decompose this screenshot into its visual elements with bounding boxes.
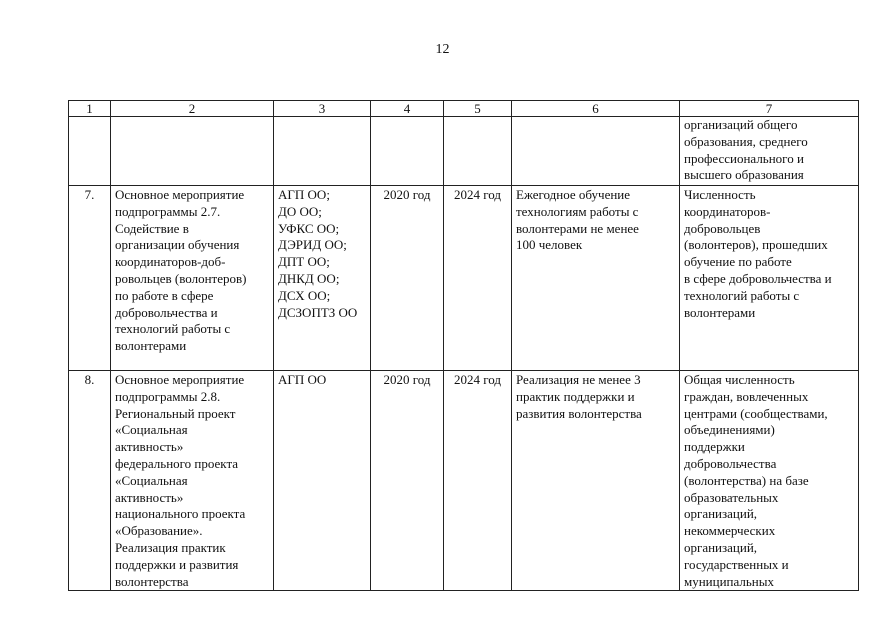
cell-line: поддержки <box>684 439 745 455</box>
cell-line: развития волонтерства <box>516 405 642 421</box>
cell-line: Содействие в <box>115 220 189 236</box>
cell-end-year: 2024 год <box>444 186 512 371</box>
table-row <box>69 186 859 371</box>
cell-line: Региональный проект <box>115 405 236 421</box>
cell-line: организаций, <box>684 539 758 555</box>
cell-line: ДО ОО; <box>278 203 322 219</box>
cell-line: Ежегодное обучение <box>516 187 631 202</box>
cell-indicator <box>680 117 859 186</box>
cell-result <box>512 186 680 371</box>
cell-line: организаций общего <box>684 117 798 132</box>
cell-start-year: 2020 год <box>371 371 444 591</box>
cell-start-year: 2020 год <box>371 186 444 371</box>
cell-line: ровольцев (волонтеров) <box>115 270 247 286</box>
header-row <box>69 101 859 117</box>
cell-line: некоммерческих <box>684 523 776 539</box>
cell-line: Реализация не менее 3 <box>516 372 641 387</box>
cell-line: добровольчества и <box>115 304 218 320</box>
cell-empty <box>512 117 680 186</box>
cell-line: ДЭРИД ОО; <box>278 237 347 253</box>
cell-line: технологий работы с <box>115 321 231 337</box>
header-col-2: 2 <box>111 101 274 117</box>
cell-event <box>111 186 274 371</box>
cell-line: по работе в сфере <box>115 287 214 303</box>
cell-end-year: 2024 год <box>444 371 512 591</box>
table-row-continuation <box>69 117 859 186</box>
cell-line: высшего образования <box>684 167 804 183</box>
cell-line: добровольцев <box>684 220 761 236</box>
page-number: 12 <box>435 42 450 57</box>
cell-empty <box>444 117 512 186</box>
cell-line: ДСЗОПТЗ ОО <box>278 304 358 320</box>
cell-line: волонтерами не менее <box>516 220 639 236</box>
cell-line: координаторов- <box>684 203 771 219</box>
cell-line: (волонтеров), прошедших <box>684 237 828 253</box>
header-col-3: 3 <box>274 101 371 117</box>
cell-line: государственных и <box>684 556 789 572</box>
cell-line: Численность <box>684 187 756 202</box>
cell-line: граждан, вовлеченных <box>684 388 809 404</box>
cell-indicator <box>680 371 859 591</box>
cell-executors <box>274 186 371 371</box>
cell-row-number: 7. <box>69 186 111 371</box>
cell-line: обучение по работе <box>684 254 792 270</box>
header-col-7: 7 <box>680 101 859 117</box>
cell-line: ДНКД ОО; <box>278 270 340 286</box>
cell-empty <box>111 117 274 186</box>
cell-empty <box>274 117 371 186</box>
cell-line: объединениями) <box>684 422 775 438</box>
cell-line: организации обучения <box>115 237 240 253</box>
cell-line: подпрограммы 2.7. <box>115 203 221 219</box>
cell-line: добровольчества <box>684 455 777 471</box>
cell-empty <box>69 117 111 186</box>
cell-indicator <box>680 186 859 371</box>
cell-executors <box>274 371 371 591</box>
cell-line: Реализация практик <box>115 539 226 555</box>
cell-line: волонтерами <box>684 304 756 320</box>
cell-line: муниципальных <box>684 573 775 589</box>
cell-line: подпрограммы 2.8. <box>115 388 221 404</box>
cell-line: практик поддержки и <box>516 388 635 404</box>
cell-line: профессионального и <box>684 150 804 166</box>
cell-line: национального проекта <box>115 506 246 522</box>
cell-line: «Социальная <box>115 472 188 488</box>
cell-line: УФКС ОО; <box>278 220 340 236</box>
header-col-5: 5 <box>444 101 512 117</box>
cell-line: АГП ОО; <box>278 187 330 202</box>
cell-line: Общая численность <box>684 372 795 387</box>
header-col-4: 4 <box>371 101 444 117</box>
cell-line: активность» <box>115 489 184 505</box>
cell-empty <box>371 117 444 186</box>
cell-line: (волонтерства) на базе <box>684 472 809 488</box>
cell-line: «Образование». <box>115 523 203 539</box>
cell-line: 100 человек <box>516 237 583 253</box>
cell-line: организаций, <box>684 506 758 522</box>
header-col-1: 1 <box>69 101 111 117</box>
cell-line: активность» <box>115 439 184 455</box>
cell-line: образовательных <box>684 489 779 505</box>
program-table <box>68 100 859 591</box>
cell-line: «Социальная <box>115 422 188 438</box>
cell-line: технологий работы с <box>684 287 800 303</box>
header-col-6: 6 <box>512 101 680 117</box>
cell-line: федерального проекта <box>115 455 239 471</box>
cell-line: волонтерами <box>115 338 187 354</box>
cell-event <box>111 371 274 591</box>
cell-result <box>512 371 680 591</box>
cell-line: поддержки и развития <box>115 556 239 572</box>
cell-line: ДСХ ОО; <box>278 287 331 303</box>
cell-line: волонтерства <box>115 573 189 589</box>
cell-line: АГП ОО <box>278 372 327 387</box>
cell-row-number: 8. <box>69 371 111 591</box>
cell-line: в сфере добровольчества и <box>684 270 832 286</box>
cell-line: Основное мероприятие <box>115 187 245 202</box>
cell-line: технологиям работы с <box>516 203 639 219</box>
table-row <box>69 371 859 591</box>
cell-line: Основное мероприятие <box>115 372 245 387</box>
cell-line: образования, среднего <box>684 133 808 149</box>
cell-line: центрами (сообществами, <box>684 405 828 421</box>
cell-line: ДПТ ОО; <box>278 254 330 270</box>
cell-line: координаторов-доб- <box>115 254 226 270</box>
